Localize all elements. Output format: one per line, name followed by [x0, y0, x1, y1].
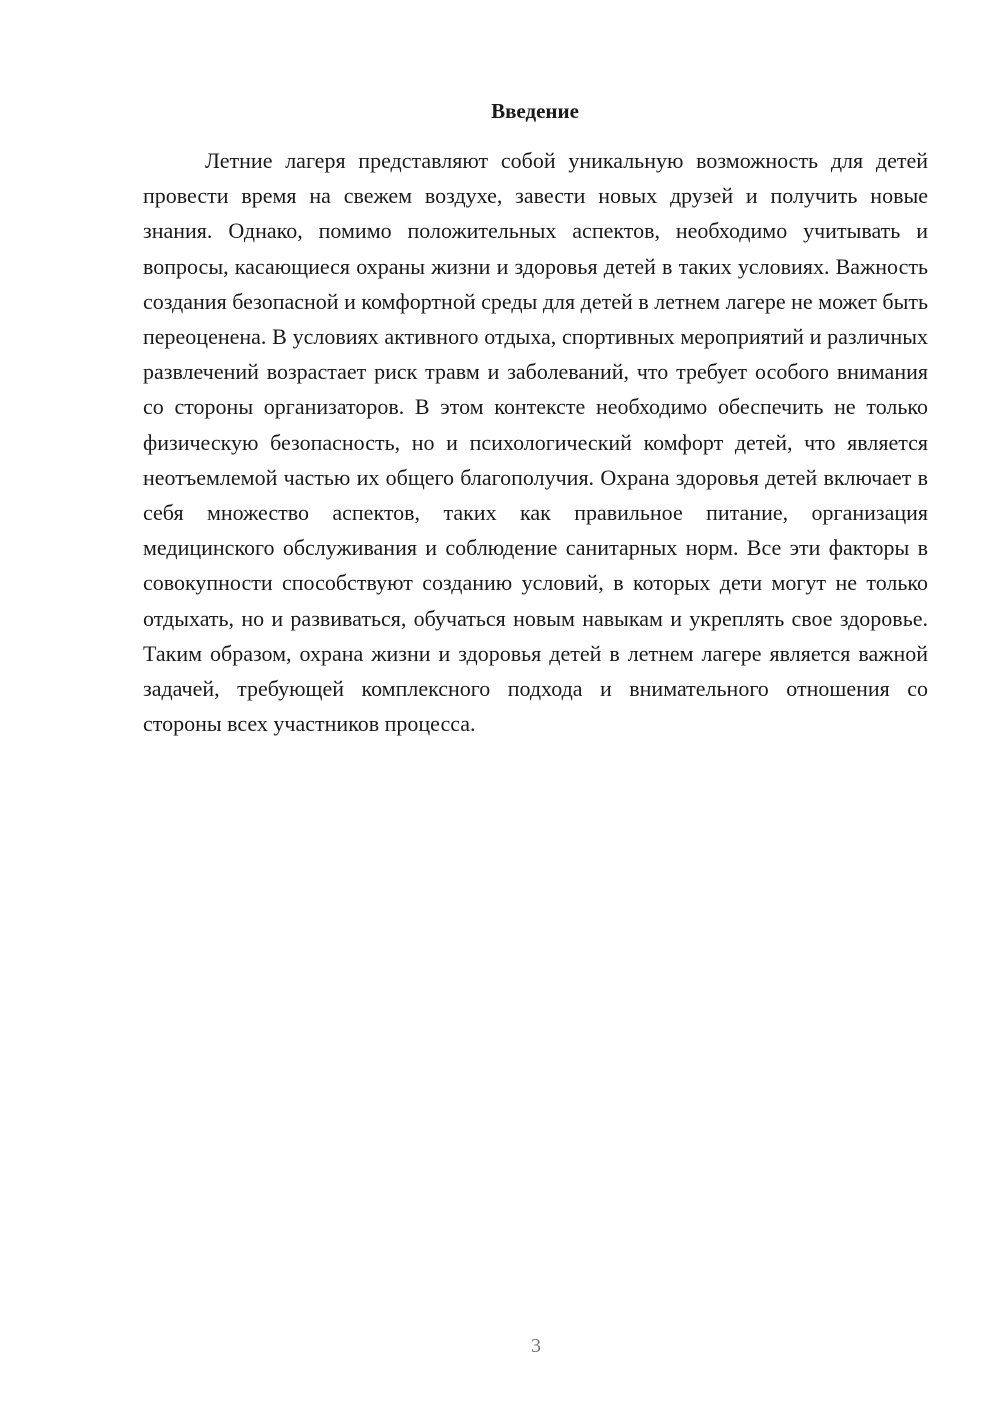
body-paragraph: Летние лагеря представляют собой уникальную возможность для детей провести время на свежем воздухе, завести новых друзей и получить новые знания. Однако, помимо положительных аспектов, необходимо учитывать и вопросы, касающиеся охраны жизни и здоровья детей в таких условиях. Важность создания безопасной и комфортной среды для детей в летнем лагере не может быть переоценена. В условиях активного отдыха, спортивных мероприятий и различных развлечений возрастает риск травм и заболеваний, что требует особого внимания со стороны организаторов. В этом контексте необходимо обеспечить не только физическую безопасность, но и психологический комфорт детей, что является неотъемлемой частью их общего благополучия. Охрана здоровья детей включает в себя множество аспектов, таких как правильное питание, организация медицинского обслуживания и соблюдение санитарных норм. Все эти факторы в совокупности способствуют созданию условий, в которых дети могут не только отдыхать, но и развиваться, обучаться новым навыкам и укреплять свое здоровье. Таким образом, охрана жизни и здоровья детей в летнем лагере является важной задачей, требующей комплексного подхода и внимательного отношения со стороны всех участников процесса. — [143, 148, 928, 737]
section-heading: Введение — [491, 99, 579, 123]
page-number: 3 — [531, 1335, 541, 1357]
